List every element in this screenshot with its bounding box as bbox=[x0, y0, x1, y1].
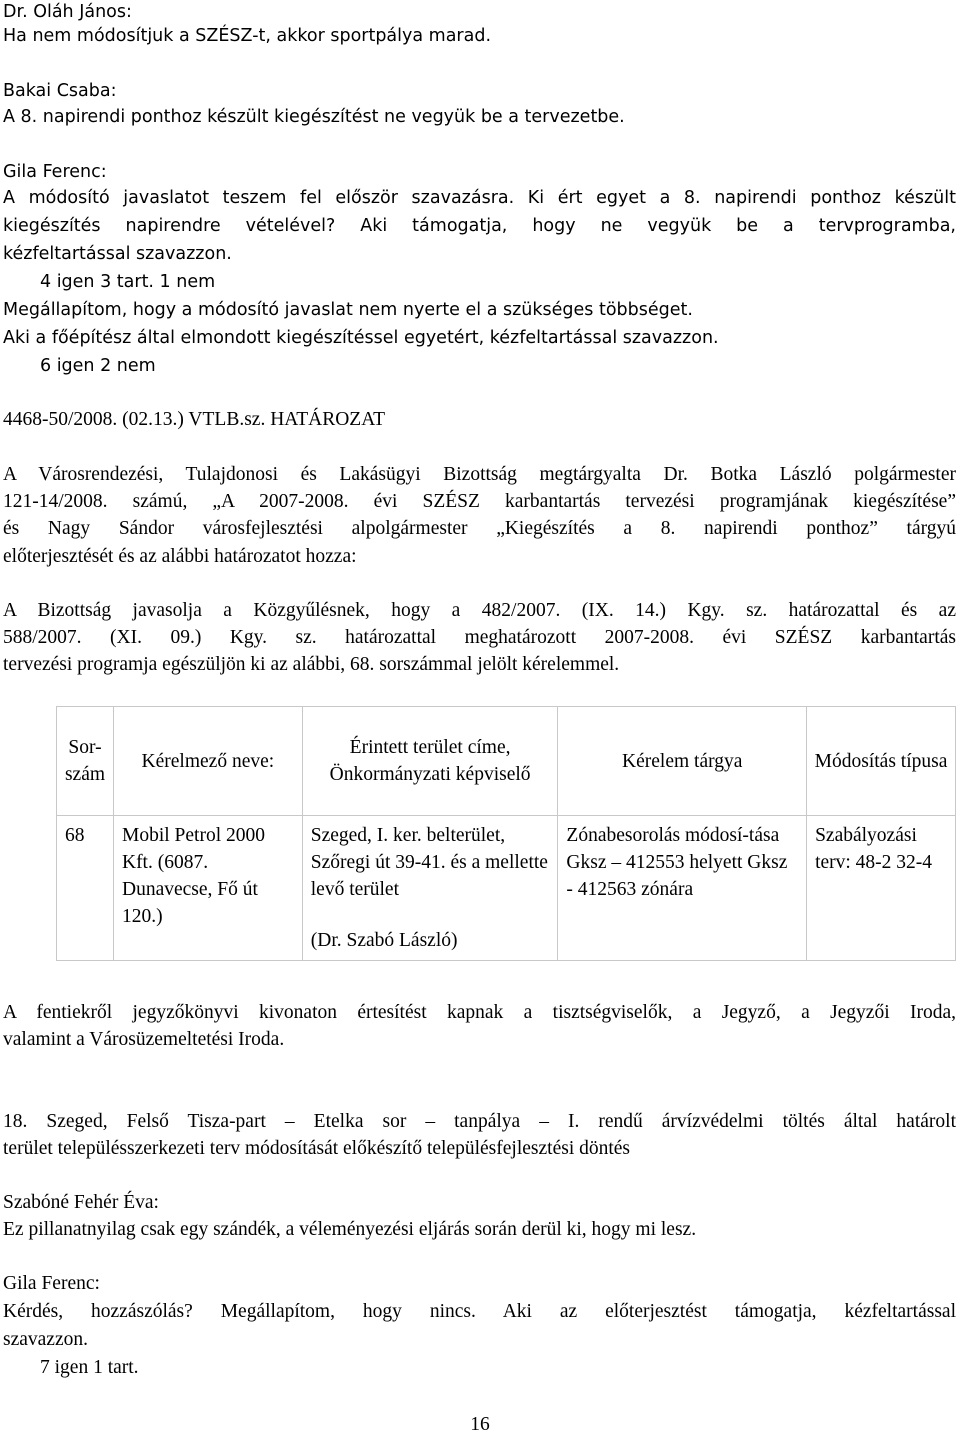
vote-result: 6 igen 2 nem bbox=[40, 356, 156, 376]
resolution-heading: 4468-50/2008. (02.13.) VTLB.sz. HATÁROZAT bbox=[3, 409, 386, 430]
cell-terulet-address: Szeged, I. ker. belterület, Szőregi út 39-41. és a mellette levő terület bbox=[310, 825, 548, 900]
paragraph: A 8. napirendi ponthoz készült kiegészítést ne vegyük be a tervezetbe. bbox=[3, 107, 625, 127]
paragraph-line: előterjesztését és az alábbi határozatot hozza: bbox=[3, 546, 357, 567]
paragraph-line: A Városrendezési, Tulajdonosi és Lakásügyi Bizottság megtárgyalta Dr. Botka László polgármester bbox=[3, 464, 956, 485]
paragraph-line: és Nagy Sándor városfejlesztési alpolgármester „Kiegészítés a 8. napirendi ponthoz” tárgyú bbox=[3, 518, 956, 539]
cell-terulet-representative: (Dr. Szabó László) bbox=[310, 930, 458, 951]
paragraph-line: szavazzon. bbox=[3, 1329, 88, 1350]
paragraph-line: 588/2007. (XI. 09.) Kgy. sz. határozattal meghatározott 2007-2008. évi SZÉSZ karbantartás bbox=[3, 627, 956, 648]
agenda-item-line: 18. Szeged, Felső Tisza-part – Etelka sor – tanpálya – I. rendű árvízvédelmi töltés által határolt bbox=[3, 1111, 956, 1132]
request-table bbox=[56, 706, 956, 961]
speaker-name: Dr. Oláh János: bbox=[3, 2, 132, 22]
paragraph-line: kézfeltartással szavazzon. bbox=[3, 244, 232, 264]
cell-targy: Zónabesorolás módosí-tása Gksz – 412553 helyett Gksz - 412563 zónára bbox=[558, 816, 807, 961]
cell-tipus: Szabályozási terv: 48-2 32-4 bbox=[807, 816, 956, 961]
cell-terulet bbox=[302, 816, 558, 961]
paragraph-line: A módosító javaslatot teszem fel először szavazásra. Ki ért egyet a 8. napirendi ponthoz készült bbox=[3, 188, 956, 208]
paragraph-line: Aki a főépítész által elmondott kiegészítéssel egyetért, kézfeltartással szavazzon. bbox=[3, 328, 719, 348]
paragraph-line: 121-14/2008. számú, „A 2007-2008. évi SZÉSZ karbantartás tervezési programjának kiegészítése” bbox=[3, 491, 956, 512]
cell-sorszam: 68 bbox=[57, 816, 114, 961]
vote-result: 7 igen 1 tart. bbox=[40, 1357, 139, 1378]
paragraph-line: Megállapítom, hogy a módosító javaslat nem nyerte el a szükséges többséget. bbox=[3, 300, 693, 320]
table-header-row bbox=[57, 707, 956, 816]
paragraph-line: A fentiekről jegyzőkönyvi kivonaton értesítést kapnak a tisztségviselők, a Jegyző, a Jegyzői Iroda, bbox=[3, 1002, 956, 1023]
speaker-name: Bakai Csaba: bbox=[3, 81, 117, 101]
agenda-item-line: terület településszerkezeti terv módosítását előkészítő településfejlesztési döntés bbox=[3, 1138, 631, 1159]
paragraph: Ha nem módosítjuk a SZÉSZ-t, akkor sportpálya marad. bbox=[3, 26, 492, 46]
cell-kerelmezo: Mobil Petrol 2000 Kft. (6087. Dunavecse, Fő út 120.) bbox=[113, 816, 302, 961]
page-number: 16 bbox=[470, 1414, 490, 1435]
speaker-name: Szabóné Fehér Éva: bbox=[3, 1192, 159, 1213]
paragraph-line: kiegészítés napirendre vételével? Aki támogatja, hogy ne vegyük be a tervprogramba, bbox=[3, 216, 956, 236]
paragraph-line: tervezési programja egészüljön ki az alábbi, 68. sorszámmal jelölt kérelemmel. bbox=[3, 654, 620, 675]
column-header-tipus: Módosítás típusa bbox=[807, 707, 956, 816]
column-header-sorszam: Sor- szám bbox=[57, 707, 114, 816]
paragraph-line: A Bizottság javasolja a Közgyűlésnek, hogy a 482/2007. (IX. 14.) Kgy. sz. határozattal és az bbox=[3, 600, 956, 621]
paragraph-line: Kérdés, hozzászólás? Megállapítom, hogy nincs. Aki az előterjesztést támogatja, kézfeltartással bbox=[3, 1301, 956, 1322]
column-header-terulet: Érintett terület címe, Önkormányzati képviselő bbox=[302, 707, 558, 816]
table-row bbox=[57, 816, 956, 961]
vote-result: 4 igen 3 tart. 1 nem bbox=[40, 272, 216, 292]
column-header-targy: Kérelem tárgya bbox=[558, 707, 807, 816]
paragraph: Ez pillanatnyilag csak egy szándék, a véleményezési eljárás során derül ki, hogy mi lesz. bbox=[3, 1219, 697, 1240]
paragraph-line: valamint a Városüzemeltetési Iroda. bbox=[3, 1029, 285, 1050]
column-header-kerelmezo: Kérelmező neve: bbox=[113, 707, 302, 816]
speaker-name: Gila Ferenc: bbox=[3, 1273, 100, 1294]
speaker-name: Gila Ferenc: bbox=[3, 162, 107, 182]
